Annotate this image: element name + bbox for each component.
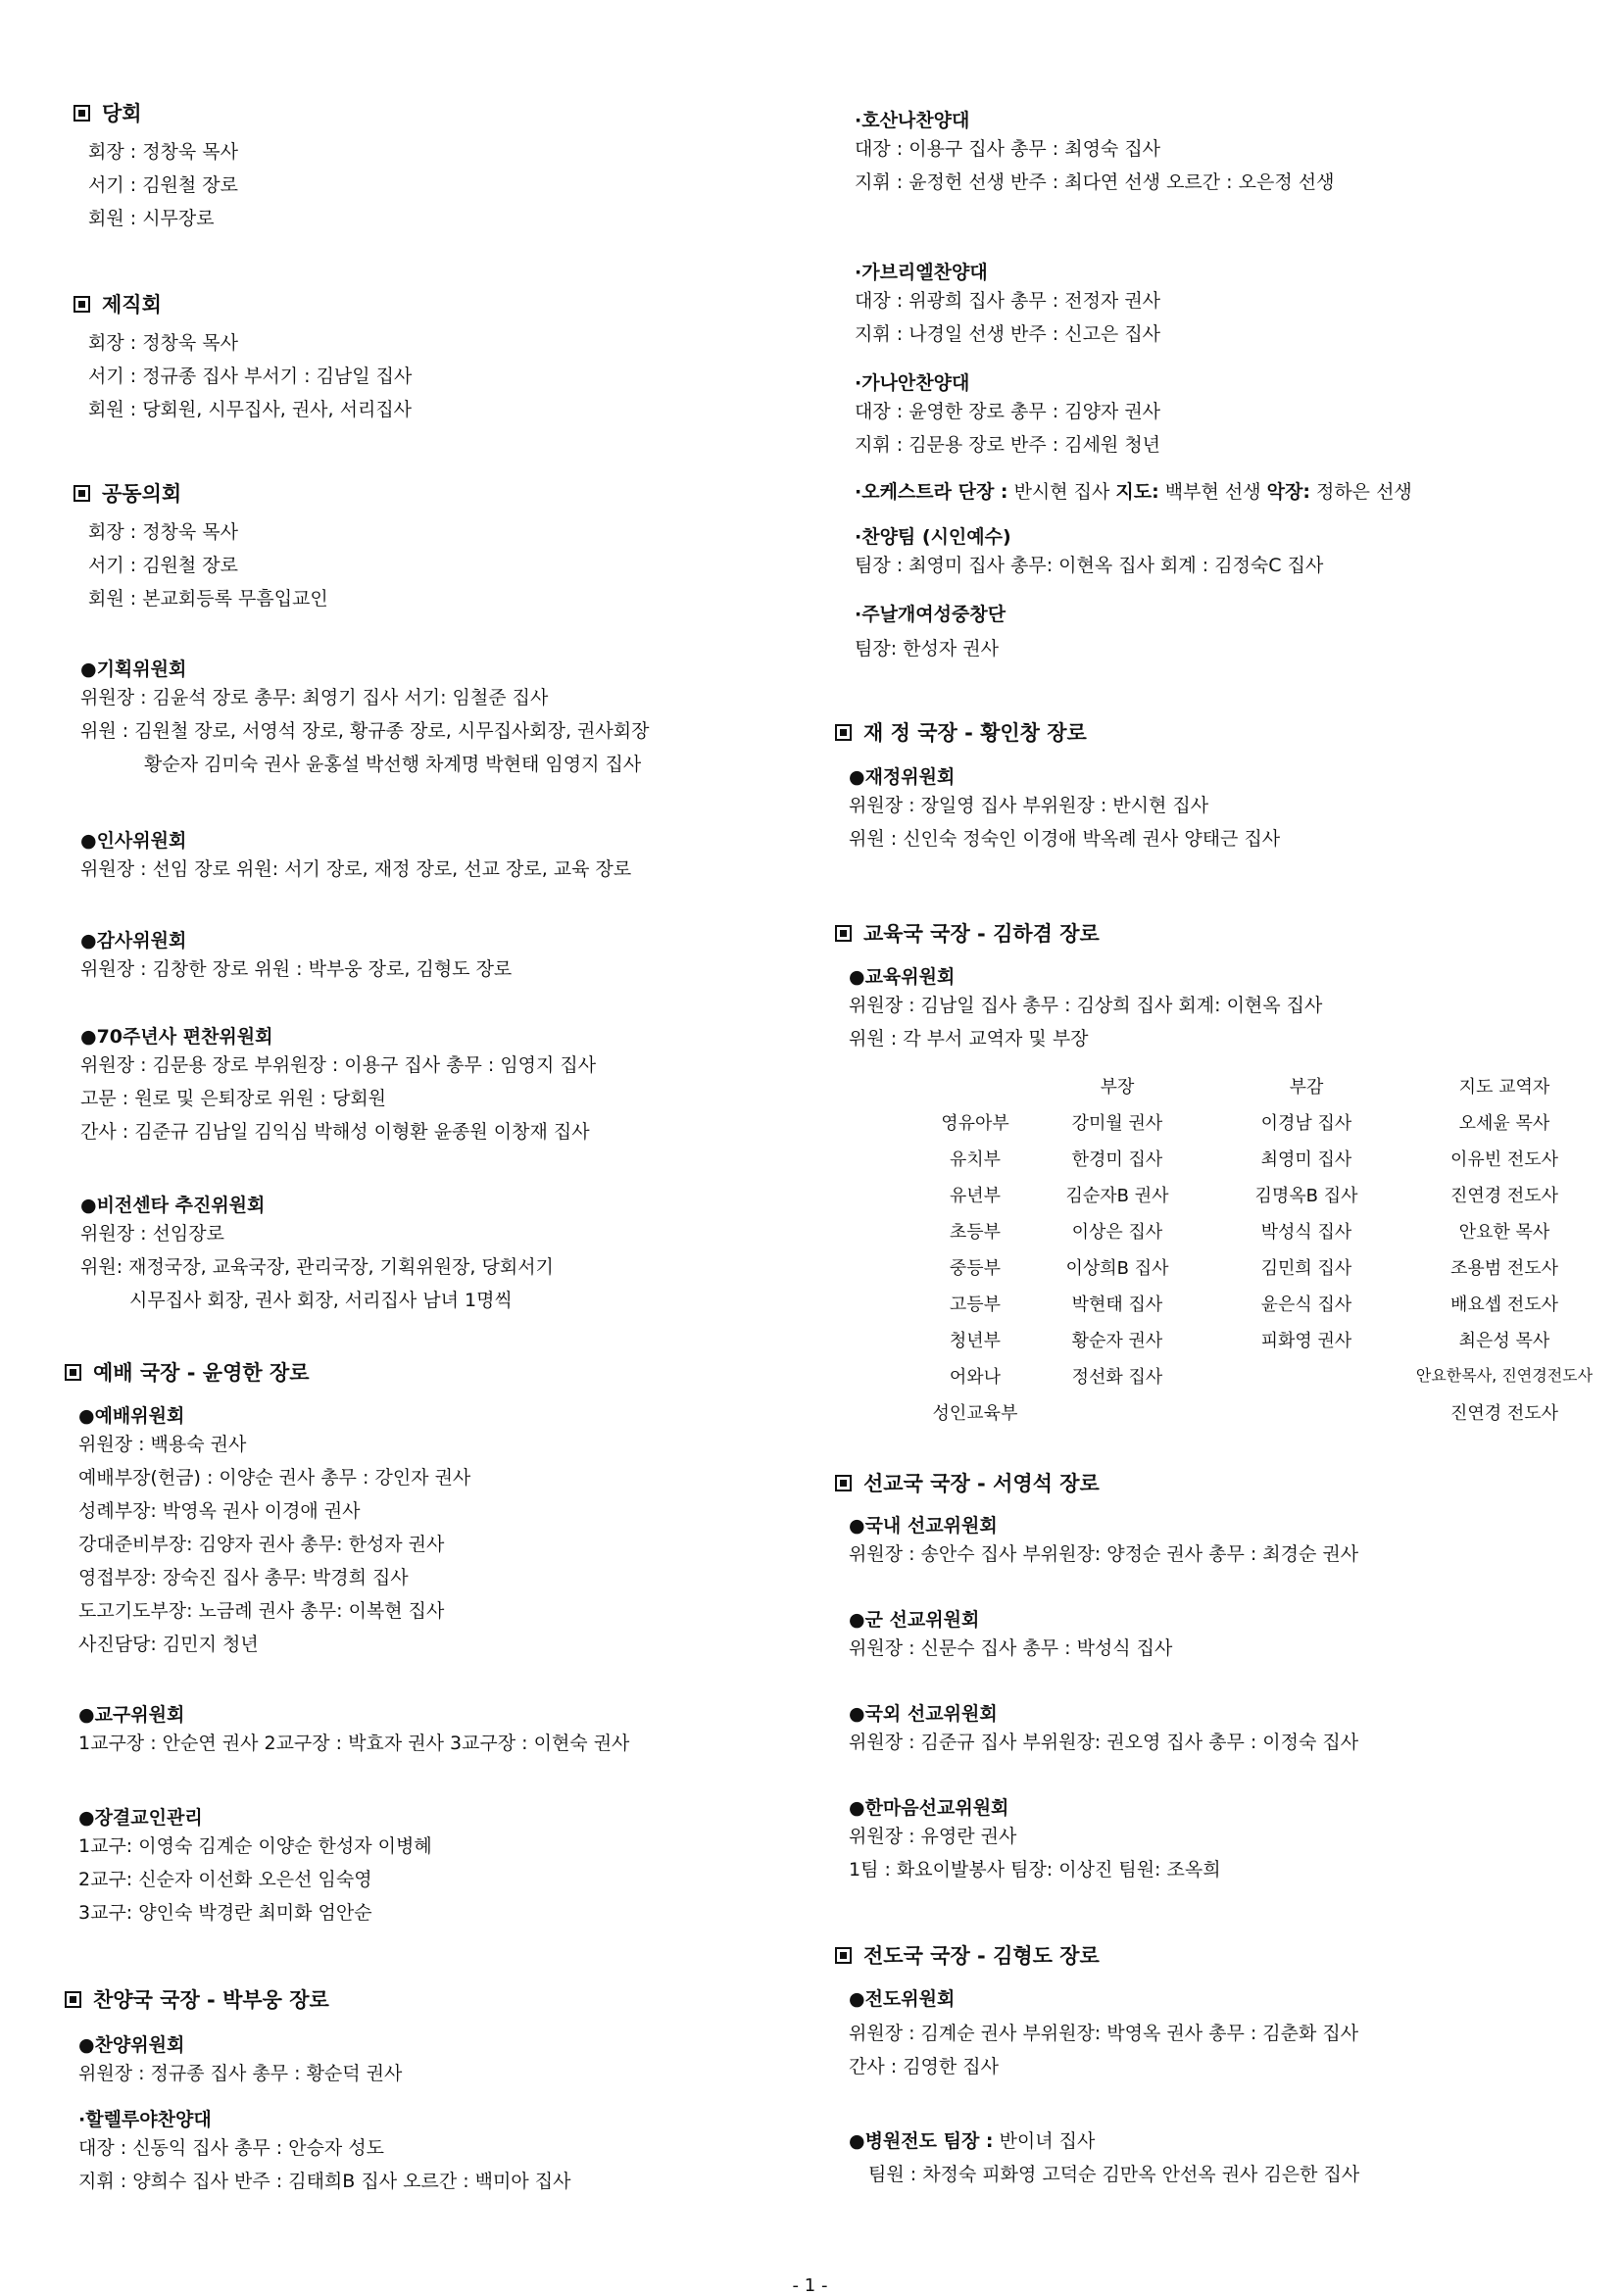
table-cell: 유년부: [949, 1186, 1002, 1206]
section-title: ●교육위원회: [849, 966, 956, 988]
hallelujah-section: [78, 2105, 570, 2198]
table-cell: 안요한 목사: [1458, 1222, 1550, 1243]
table-cell: 김명옥B 집사: [1254, 1186, 1358, 1206]
text-line: 황순자 김미숙 권사 윤홍설 박선행 차계명 박현태 임영지 집사: [144, 754, 642, 775]
square-bullet-icon: [74, 105, 90, 122]
section-title: ●국내 선교위원회: [849, 1515, 998, 1537]
text-line: 대장 : 윤영한 장로 총무 : 김양자 권사: [855, 401, 1161, 422]
text-line: 대장 : 신동익 집사 총무 : 안승자 성도: [78, 2137, 385, 2159]
square-bullet-icon: [835, 1947, 852, 1964]
table-cell: 영유아부: [941, 1113, 1009, 1134]
section-title: ·가브리엘찬양대: [855, 262, 988, 283]
text-line: 지휘 : 윤정헌 선생 반주 : 최다연 선생 오르간 : 오은정 선생: [855, 171, 1335, 193]
section-title: ●전도위원회: [849, 1988, 956, 2010]
gihoek-section: [80, 655, 649, 781]
table-cell: 최영미 집사: [1260, 1149, 1352, 1170]
text-line: 위원장 : 정규종 집사 총무 : 황순덕 권사: [78, 2063, 403, 2084]
table-header: 부감: [1289, 1077, 1324, 1098]
jeondo-head: [835, 1940, 1100, 1970]
text-line: 회원 : 당회원, 시무집사, 권사, 서리집사: [88, 399, 413, 420]
table-cell: 고등부: [949, 1295, 1002, 1315]
jang-section: [78, 1803, 432, 1930]
text-line: 대장 : 이용구 집사 총무 : 최영숙 집사: [855, 138, 1161, 160]
text-line: 3교구: 양인숙 박경란 최미화 엄안순: [78, 1902, 372, 1924]
insa-section: [80, 826, 631, 886]
table-cell: 이경남 집사: [1260, 1113, 1352, 1134]
table-cell: 조용범 전도사: [1449, 1258, 1559, 1279]
text-line: 간사 : 김준규 김남일 김익심 박해성 이형환 윤종원 이창재 집사: [80, 1121, 590, 1143]
text-line: 회장 : 정창욱 목사: [88, 141, 238, 163]
table-cell: 윤은식 집사: [1260, 1295, 1352, 1315]
text-line: 위원 : 김원철 장로, 서영석 장로, 황규종 장로, 시무집사회장, 권사회장: [80, 720, 650, 742]
text-line: 서기 : 김원철 장로: [88, 174, 238, 196]
section-title: ●인사위원회: [80, 830, 187, 852]
text-line: 위원: 재정국장, 교육국장, 관리국장, 기획위원장, 당회서기: [80, 1256, 554, 1278]
table-cell: 최은성 목사: [1458, 1331, 1550, 1351]
text-line: 회원 : 본교회등록 무흠입교인: [88, 588, 328, 610]
section-title: ●한마음선교위원회: [849, 1797, 1009, 1819]
text-line: 사진담당: 김민지 청년: [78, 1634, 259, 1655]
seongyo-head: [835, 1468, 1100, 1497]
text-line: 위원장 : 김문용 장로 부위원장 : 이용구 집사 총무 : 임영지 집사: [80, 1054, 597, 1076]
section-title: ●예배위원회: [78, 1405, 185, 1427]
table-cell: 유치부: [949, 1149, 1002, 1170]
text-line: 도고기도부장: 노금례 권사 총무: 이복현 집사: [78, 1600, 445, 1622]
section-title: ·가나안찬양대: [855, 372, 970, 394]
square-bullet-icon: [74, 296, 90, 313]
section-title: ·호산나찬양대: [855, 110, 970, 131]
jeondo-section: [849, 1984, 1358, 2083]
gyoyuk-section: [849, 962, 1322, 1055]
jejikhoe-section: [74, 289, 412, 426]
section-title: ●재정위원회: [849, 766, 956, 788]
guknae-section: [849, 1511, 1358, 1571]
canaan-section: [855, 368, 1160, 462]
table-header: 부장: [1100, 1077, 1135, 1098]
table-cell: 이유빈 전도사: [1449, 1149, 1559, 1170]
text-line: 위원장 : 선임 장로 위원: 서기 장로, 재정 장로, 선교 장로, 교육 장로: [80, 858, 632, 880]
section-heading: 교육국 국장 - 김하겸 장로: [863, 922, 1100, 946]
table-cell: 이상은 집사: [1071, 1222, 1163, 1243]
section-title: ●장결교인관리: [78, 1807, 203, 1829]
text-line: 위원장 : 김창한 장로 위원 : 박부웅 장로, 김형도 장로: [80, 958, 513, 980]
danghoe-section: [74, 98, 238, 235]
text-line: 1교구장 : 안순연 권사 2교구장 : 박효자 권사 3교구장 : 이현숙 권사: [78, 1733, 630, 1754]
table-header: 지도 교역자: [1458, 1077, 1550, 1098]
table-cell: 청년부: [949, 1331, 1002, 1351]
square-bullet-icon: [835, 724, 852, 741]
chanyang-head: [65, 1984, 329, 2014]
text-line: 회장 : 정창욱 목사: [88, 521, 238, 543]
jaejeong-section: [849, 762, 1280, 855]
section-heading: 재 정 국장 - 황인창 장로: [863, 721, 1087, 745]
square-bullet-icon: [835, 1475, 852, 1491]
square-bullet-icon: [835, 925, 852, 942]
table-cell: 한경미 집사: [1071, 1149, 1163, 1170]
table-cell: 어와나: [949, 1367, 1002, 1388]
text-line: 위원장 : 송안수 집사 부위원장: 양정순 권사 총무 : 최경순 권사: [849, 1543, 1359, 1565]
text-line: 간사 : 김영한 집사: [849, 2056, 999, 2077]
table-cell: 배요셉 전도사: [1449, 1295, 1559, 1315]
text-line: 1교구: 이영숙 김계순 이양순 한성자 이병혜: [78, 1835, 432, 1857]
education-table: [0, 1073, 1620, 1426]
text-line: 영접부장: 장숙진 집사 총무: 박경희 집사: [78, 1567, 409, 1588]
text-line: 팀장: 한성자 권사: [855, 638, 999, 659]
text-line: 위원장 : 장일영 집사 부위원장 : 반시현 집사: [849, 795, 1209, 816]
text-line: 위원장 : 김계순 권사 부위원장: 박영옥 권사 총무 : 김춘화 집사: [849, 2023, 1359, 2044]
table-cell: 정선화 집사: [1071, 1367, 1163, 1388]
hospital-section: [849, 2125, 1359, 2191]
square-bullet-icon: [65, 1991, 81, 2008]
text-line: 지휘 : 김문용 장로 반주 : 김세원 청년: [855, 434, 1161, 456]
text-line: 위원장 : 김윤석 장로 총무: 최영기 집사 서기: 임철준 집사: [80, 687, 549, 708]
section-title: ●국외 선교위원회: [849, 1703, 998, 1725]
text-line: 강대준비부장: 김양자 권사 총무: 한성자 권사: [78, 1534, 445, 1555]
section-title: ●군 선교위원회: [849, 1609, 980, 1631]
hosanna-section: [855, 106, 1334, 199]
orchestra-concertmaster-label: 악장:: [1266, 481, 1310, 503]
text-line: 대장 : 위광희 집사 총무 : 전정자 권사: [855, 290, 1161, 312]
text-line: 위원장 : 김남일 집사 총무 : 김상희 집사 회계: 이현옥 집사: [849, 995, 1323, 1016]
chanyang-section: [78, 2030, 402, 2090]
praise-section: [855, 522, 1323, 582]
section-title: ●병원전도 팀장 :: [849, 2130, 994, 2152]
gabriel-section: [855, 258, 1160, 351]
text-line: 위원장 : 신문수 집사 총무 : 박성식 집사: [849, 1637, 1173, 1659]
section-heading: 예배 국장 - 윤영한 장로: [93, 1361, 310, 1385]
table-cell: 안요한목사, 진연경전도사: [1415, 1366, 1594, 1385]
orchestra-director-label: 지도:: [1115, 481, 1159, 503]
section-title: ·찬양팀 (시인예수): [855, 526, 1011, 548]
gamsa-section: [80, 926, 512, 986]
text-line: 위원장 : 유영란 권사: [849, 1826, 1017, 1847]
text-line: 회장 : 정창욱 목사: [88, 332, 238, 354]
table-cell: 오세윤 목사: [1458, 1113, 1550, 1134]
table-cell: 초등부: [949, 1222, 1002, 1243]
section-heading: 찬양국 국장 - 박부웅 장로: [93, 1988, 329, 2012]
orchestra-label: ·오케스트라 단장 :: [855, 481, 1008, 503]
orchestra-leader: 반시현 집사: [1007, 481, 1116, 503]
section-heading: 선교국 국장 - 서영석 장로: [863, 1472, 1100, 1495]
gun-section: [849, 1605, 1172, 1665]
gukoe-section: [849, 1699, 1358, 1759]
section-title: 제직회: [102, 293, 162, 317]
text-line: 팀장 : 최영미 집사 총무: 이현옥 집사 회계 : 김정숙C 집사: [855, 555, 1324, 576]
section-title: ●비전센타 추진위원회: [80, 1195, 266, 1216]
text-line: 시무집사 회장, 권사 회장, 서리집사 남녀 1명씩: [129, 1290, 513, 1311]
section-title: ●감사위원회: [80, 930, 187, 952]
text-line: 예배부장(헌금) : 이양순 권사 총무 : 강인자 권사: [78, 1467, 471, 1489]
text-line: 서기 : 정규종 집사 부서기 : 김남일 집사: [88, 366, 413, 387]
text-line: 지휘 : 양희수 집사 반주 : 김태희B 집사 오르간 : 백미아 집사: [78, 2171, 571, 2192]
text-line: 지휘 : 나경일 선생 반주 : 신고은 집사: [855, 323, 1161, 345]
page-number: - 1 -: [792, 2275, 828, 2296]
section-title: ●70주년사 편찬위원회: [80, 1026, 273, 1048]
text-line: 고문 : 원로 및 은퇴장로 위원 : 당회원: [80, 1088, 387, 1109]
table-cell: 피화영 권사: [1260, 1331, 1352, 1351]
text-line: 위원 : 신인숙 정숙인 이경애 박옥례 권사 양태근 집사: [849, 828, 1281, 850]
section-title: ●교구위원회: [78, 1704, 185, 1726]
table-cell: 성인교육부: [932, 1403, 1018, 1424]
section-title: 공동의회: [102, 482, 182, 506]
table-cell: 이상희B 집사: [1065, 1258, 1169, 1279]
table-cell: 박현태 집사: [1071, 1295, 1163, 1315]
jaejeong-head: [835, 717, 1087, 747]
text-line: 성례부장: 박영옥 권사 이경애 권사: [78, 1500, 361, 1522]
section-title: 당회: [102, 102, 142, 125]
gyoyuk-head: [835, 918, 1100, 948]
text-line: 위원 : 각 부서 교역자 및 부장: [849, 1028, 1089, 1050]
section-title: ·주날개여성중창단: [855, 604, 1006, 625]
text-line: 회원 : 시무장로: [88, 208, 215, 229]
text-line: 1팀 : 화요이발봉사 팀장: 이상진 팀원: 조옥희: [849, 1859, 1221, 1881]
text-line: 2교구: 신순자 이선화 오은선 임숙영: [78, 1869, 372, 1890]
orchestra-line: [855, 475, 1412, 509]
text-line: 서기 : 김원철 장로: [88, 555, 238, 576]
table-cell: 강미월 권사: [1071, 1113, 1163, 1134]
orchestra-concertmaster: 정하은 선생: [1309, 481, 1412, 503]
section-title: ●기획위원회: [80, 659, 187, 680]
text-line: 팀원 : 차정숙 피화영 고덕순 김만옥 안선옥 권사 김은한 집사: [868, 2164, 1360, 2185]
table-cell: 김순자B 권사: [1065, 1186, 1169, 1206]
section-title: ·할렐루야찬양대: [78, 2109, 212, 2130]
yebae-section: [78, 1401, 470, 1661]
table-cell: 박성식 집사: [1260, 1222, 1352, 1243]
table-cell: 황순자 권사: [1071, 1331, 1163, 1351]
table-cell: 진연경 전도사: [1449, 1403, 1559, 1424]
orchestra-director: 백부현 선생: [1158, 481, 1267, 503]
hospital-leader: 반이녀 집사: [993, 2130, 1096, 2152]
text-line: 위원장 : 선임장로: [80, 1223, 224, 1245]
sunday-section: [855, 600, 1006, 665]
table-cell: 중등부: [949, 1258, 1002, 1279]
text-line: 위원장 : 백용숙 권사: [78, 1434, 247, 1455]
section-title: ●찬양위원회: [78, 2034, 185, 2056]
table-cell: 진연경 전도사: [1449, 1186, 1559, 1206]
gongdong-section: [74, 478, 328, 615]
hanmaeum-section: [849, 1793, 1221, 1886]
square-bullet-icon: [74, 485, 90, 502]
section-heading: 전도국 국장 - 김형도 장로: [863, 1944, 1100, 1968]
gyogu-section: [78, 1700, 629, 1760]
table-cell: 김민희 집사: [1260, 1258, 1352, 1279]
text-line: 위원장 : 김준규 집사 부위원장: 권오영 집사 총무 : 이정숙 집사: [849, 1732, 1359, 1753]
